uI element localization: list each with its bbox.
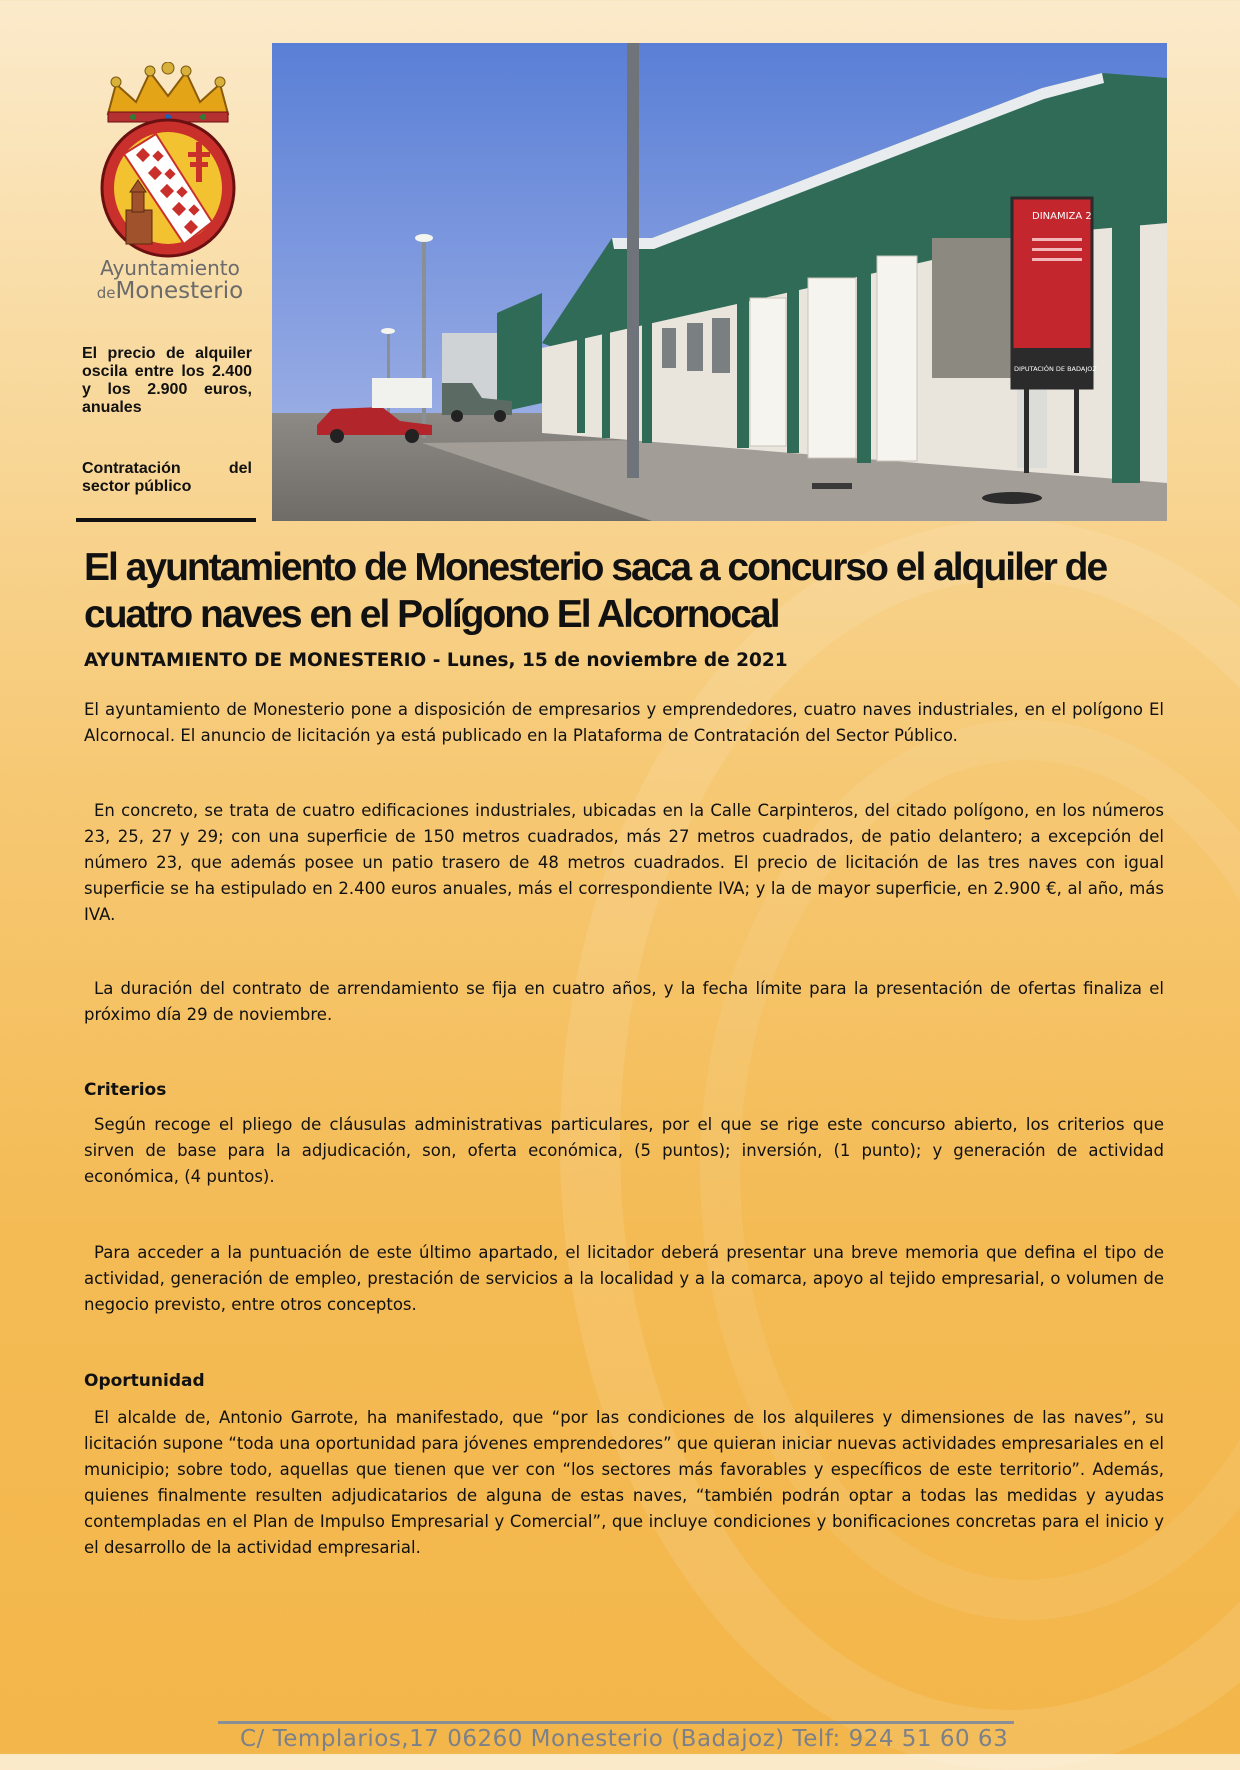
section-title-criterios: Criterios (84, 1080, 167, 1100)
article-paragraph-2: La duración del contrato de arrendamiento se fija en cuatro años, y la fecha límite para la presentación de ofertas finaliza el próximo día 29 de noviembre. (84, 979, 1164, 1024)
article-lead: El ayuntamiento de Monesterio pone a disposición de empresarios y emprendedores, cuatro naves industriales, en el polígono El Alcornocal. El anuncio de licitación ya está publicado en la Plataforma de Contratación del Sector Público. (84, 700, 1164, 745)
article-paragraph-3: Según recoge el pliego de cláusulas administrativas particulares, por el que se rige este concurso abierto, los criterios que sirven de base para la adjudicación, son, oferta económica, (5 puntos); inversión, (1 punto); y generación de actividad económica, (4 puntos). (84, 1115, 1164, 1186)
logo-line-2-small: de (96, 284, 116, 302)
article-paragraph-5: El alcalde de, Antonio Garrote, ha manifestado, que “por las condiciones de los alquileres y dimensiones de las naves”, su licitación supone “toda una oportunidad para jóvenes emprendedores” que quieran iniciar nuevas actividades empresariales en el municipio; sobre todo, aquellas que tienen que ver con “los sectores más favorables y específicos de este territorio”. Además, quienes finalmente resulten adjudicatarios de alguna de estas naves, “también podrán optar a todas las medidas y ayudas contempladas en el Plan de Impulso Empresarial y Comercial”, que incluye condiciones y bonificaciones concretas para el inicio y el desarrollo de la actividad empresarial. (84, 1408, 1164, 1557)
sign-title: DINAMIZA 2 (1032, 211, 1092, 222)
article-paragraph-4: Para acceder a la puntuación de este último apartado, el licitador deberá presentar una breve memoria que defina el tipo de actividad, generación de empleo, prestación de servicios a la localidad y a la comarca, apoyo al tejido empresarial, o volumen de negocio previsto, entre otros conceptos. (84, 1243, 1164, 1314)
logo-line-1: Ayuntamiento (100, 256, 240, 280)
sidebar-divider (76, 518, 256, 522)
article-paragraph-1: En concreto, se trata de cuatro edificaciones industriales, ubicadas en la Calle Carpinteros, del citado polígono, en los números 23, 25, 27 y 29; con una superficie de 150 metros cuadrados, más 27 metros cuadrados, de patio delantero; a excepción del número 23, que además posee un patio trasero de 48 metros cuadrados. El precio de licitación de las tres naves con igual superficie se ha estipulado en 2.400 euros anuales, más el correspondiente IVA; y la de mayor superficie, en 2.900 €, al año, más IVA. (84, 801, 1164, 924)
article-byline: AYUNTAMIENTO DE MONESTERIO - Lunes, 15 de noviembre de 2021 (84, 650, 788, 671)
category-note: Contratación del sector público (82, 460, 252, 495)
footer-divider (218, 1721, 1014, 1724)
industrial-sheds-photo (272, 43, 1167, 521)
footer-address: C/ Templarios,17 06260 Monesterio (Badajoz) Telf: 924 51 60 63 (240, 1726, 1009, 1752)
price-note: El precio de alquiler oscila entre los 2.400 y los 2.900 euros, anuales (82, 345, 252, 416)
article-headline: El ayuntamiento de Monesterio saca a concurso el alquiler de cuatro naves en el Polígono El Alcornocal (84, 546, 1107, 636)
sign-footer: DIPUTACIÓN DE BADAJOZ (1014, 365, 1097, 373)
section-title-oportunidad: Oportunidad (84, 1371, 205, 1391)
logo-line-2-main: Monesterio (115, 278, 244, 304)
municipality-name (70, 258, 270, 303)
logo-line-2 (70, 279, 270, 303)
